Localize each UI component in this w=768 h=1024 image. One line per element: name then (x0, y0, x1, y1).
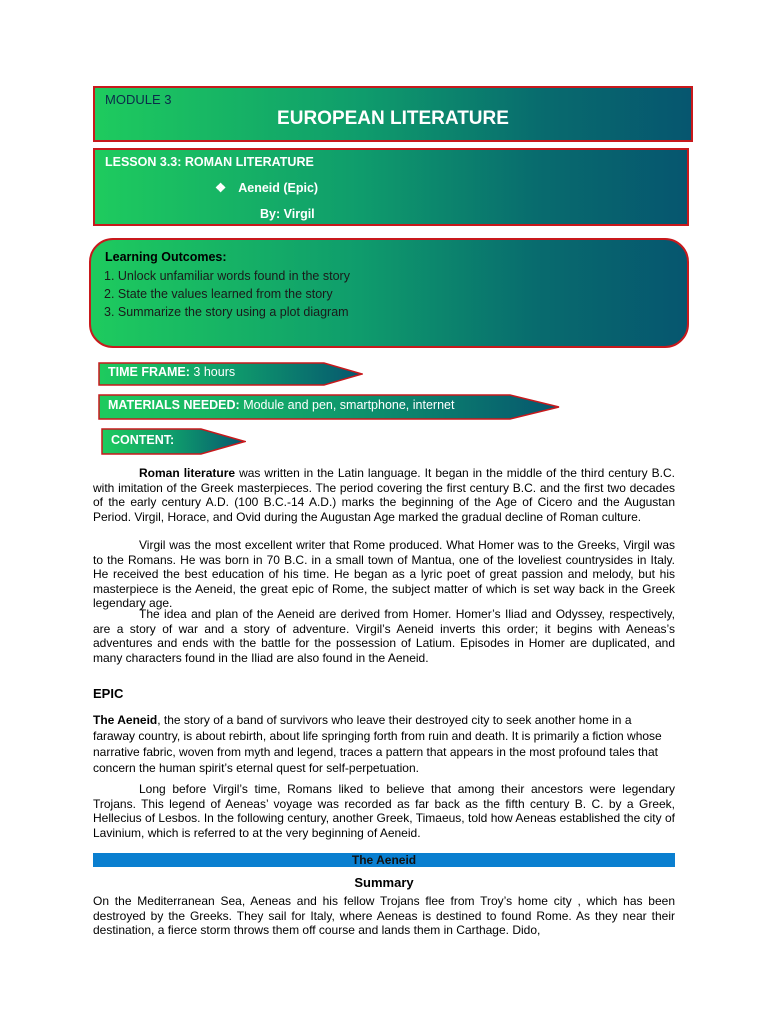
paragraph-aeneid-origin: The idea and plan of the Aeneid are derived from Homer. Homer’s Iliad and Odyssey, respectively, are a story of war and a story of adventure. Virgil’s Aeneid inverts this order; it begins with Aeneas’s adventures and ends with the battle for the possession of Latium. Episodes in Homer are duplicated, and many characters found in the Iliad are also found in the Aeneid. (93, 607, 675, 665)
time-frame-label: TIME FRAME: (108, 365, 190, 379)
section-bar-the-aeneid: The Aeneid (93, 853, 675, 867)
materials-value: Module and pen, smartphone, internet (239, 398, 455, 412)
paragraph-text: was written in the Latin language. It began in the middle of the third century B.C. with imitation of the Greek masterpieces. The period covering the first century B.C. and the first two decades of the early century A.D. (100 B.C.-14 A.D.) marks the beginning of the Age of Cicero and the Augustan Period. Virgil, Horace, and Ovid during the Augustan Age marked the gradual decline of Roman culture. (93, 466, 675, 524)
list-item: 1. Unlock unfamiliar words found in the story (104, 269, 350, 283)
list-item: 3. Summarize the story using a plot diagram (104, 305, 349, 319)
lesson-title: LESSON 3.3: ROMAN LITERATURE (105, 155, 314, 169)
learning-outcomes-list (104, 267, 350, 321)
paragraph-virgil: Virgil was the most excellent writer that Rome produced. What Homer was to the Greeks, Virgil was to the Romans. He was born in 70 B.C. in a small town of Mantua, one of the loveliest countrysides in Italy. He received the best education of his time. He began as a lyric poet of great passion and melody, but his masterpiece is the Aeneid, the great epic of Rome, the subject matter of which is set way back in the Greek legendary age. (93, 538, 675, 611)
learning-outcomes-title: Learning Outcomes: (105, 250, 227, 264)
summary-heading: Summary (354, 875, 414, 890)
module-title: EUROPEAN LITERATURE (277, 108, 509, 129)
time-frame-value: 3 hours (189, 365, 236, 379)
materials-banner (98, 394, 560, 420)
learning-outcomes-box (89, 238, 689, 348)
epic-heading: EPIC (93, 686, 124, 701)
diamond-bullet-icon: ❖ (215, 181, 227, 195)
paragraph-the-aeneid (93, 712, 675, 776)
paragraph-bold-lead: The Aeneid (93, 713, 158, 727)
module-header-box (93, 86, 693, 142)
author-line: By: Virgil (260, 207, 315, 221)
epic-title: Aeneid (Epic) (238, 181, 319, 195)
list-item: 2. State the values learned from the story (104, 287, 333, 301)
time-frame-banner (98, 362, 363, 386)
materials-label: MATERIALS NEEDED: (108, 398, 240, 412)
module-label: MODULE 3 (105, 92, 172, 107)
epic-line (215, 180, 318, 195)
content-label: CONTENT: (111, 433, 175, 447)
paragraph-summary: On the Mediterranean Sea, Aeneas and his fellow Trojans flee from Troy’s home city , which has been destroyed by the Greeks. They sail for Italy, where Aeneas is destined to found Rome. As they near their destination, a fierce storm throws them off course and lands them in Carthage. Dido, (93, 894, 675, 938)
paragraph-trojans-legend: Long before Virgil’s time, Romans liked to believe that among their ancestors were legendary Trojans. This legend of Aeneas’ voyage was recorded as far back as the fifth century B. C. by a Greek, Hellecius of Lesbos. In the following century, another Greek, Timaeus, told how Aeneas established the city of Lavinium, which is referred to at the very beginning of Aeneid. (93, 782, 675, 840)
paragraph-bold-lead: Roman literature (139, 466, 236, 480)
paragraph-text: , the story of a band of survivors who leave their destroyed city to seek another home in a faraway country, is about rebirth, about life springing forth from ruin and death. It is primarily a fiction whose narrative fabric, woven from myth and legend, traces a pattern that appears in the most profound tales that concern the human spirit’s eternal quest for self-perpetuation. (93, 713, 662, 775)
content-banner (101, 428, 246, 455)
paragraph-roman-literature (93, 466, 675, 524)
lesson-box (93, 148, 689, 226)
